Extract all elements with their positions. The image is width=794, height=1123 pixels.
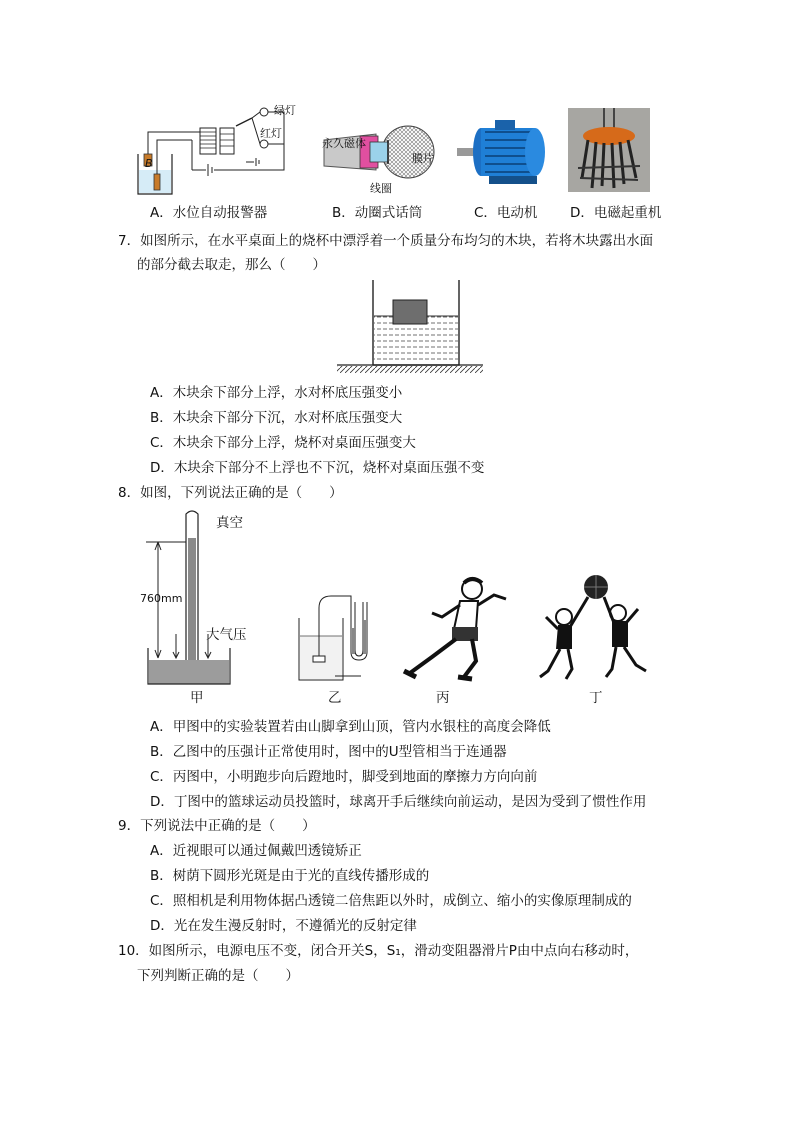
height-760mm-label: 760mm [140, 592, 183, 605]
electrode-b-label: B [145, 157, 153, 170]
atm-pressure-label: 大气压 [206, 627, 247, 643]
q6-option-a: A．水位自动报警器 [150, 205, 268, 221]
q8-stem: 8．如图，下列说法正确的是（ ） [118, 485, 343, 501]
green-lamp-label: 绿灯 [274, 104, 296, 117]
q7-stem-line1: 7．如图所示，在水平桌面上的烧杯中漂浮着一个质量分布均匀的木块，若将木块露出水面 [118, 233, 654, 249]
q6-option-d: D．电磁起重机 [570, 205, 662, 221]
q6-option-b: B．动圈式话筒 [332, 205, 423, 221]
water-alarm-figure [134, 104, 294, 196]
q10-stem-line1: 10．如图所示，电源电压不变，闭合开关S，S₁，滑动变阻器滑片P由中点向右移动时， [118, 943, 639, 959]
membrane-label: 膜片 [412, 152, 434, 165]
q9-option-c: C．照相机是利用物体据凸透镜二倍焦距以外时，成倒立、缩小的实像原理制成的 [150, 893, 632, 909]
q9-option-a: A．近视眼可以通过佩戴凹透镜矫正 [150, 843, 362, 859]
electric-motor-figure [455, 118, 555, 190]
q8-option-d: D．丁图中的篮球运动员投篮时，球离开手后继续向前运动，是因为受到了惯性作用 [150, 794, 647, 810]
fig-ding-label: 丁 [589, 690, 603, 706]
fig-yi-label: 乙 [328, 690, 342, 706]
coil-label: 线圈 [370, 182, 392, 195]
fig-bing-label: 丙 [436, 690, 450, 706]
runner-figure [402, 573, 512, 685]
q8-option-b: B．乙图中的压强计正常使用时，图中的U型管相当于连通器 [150, 744, 507, 760]
fig-jia-label: 甲 [190, 690, 204, 706]
q7-option-b: B．木块余下部分下沉，水对杯底压强变大 [150, 410, 403, 426]
vacuum-label: 真空 [216, 515, 243, 531]
q7-stem-line2: 的部分截去取走，那么（ ） [137, 257, 326, 273]
q7-option-c: C．木块余下部分上浮，烧杯对桌面压强变大 [150, 435, 416, 451]
q9-stem: 9．下列说法中正确的是（ ） [118, 818, 316, 834]
q8-option-c: C．丙图中，小明跑步向后蹬地时，脚受到地面的摩擦力方向向前 [150, 769, 538, 785]
floating-block-figure [335, 278, 485, 376]
q6-option-c: C．电动机 [474, 205, 538, 221]
q9-option-d: D．光在发生漫反射时，不遵循光的反射定律 [150, 918, 417, 934]
magnet-label: 永久磁体 [322, 137, 366, 150]
q8-option-a: A．甲图中的实验装置若由山脚拿到山顶，管内水银柱的高度会降低 [150, 719, 551, 735]
pressure-gauge-figure [295, 588, 375, 686]
electromagnetic-crane-photo [568, 108, 650, 192]
basketball-figure [536, 573, 656, 685]
q10-stem-line2: 下列判断正确的是（ ） [137, 968, 299, 984]
red-lamp-label: 红灯 [260, 127, 282, 140]
q9-option-b: B．树荫下圆形光斑是由于光的直线传播形成的 [150, 868, 430, 884]
q7-option-a: A．木块余下部分上浮，水对杯底压强变小 [150, 385, 403, 401]
q7-option-d: D．木块余下部分不上浮也不下沉，烧杯对桌面压强不变 [150, 460, 485, 476]
